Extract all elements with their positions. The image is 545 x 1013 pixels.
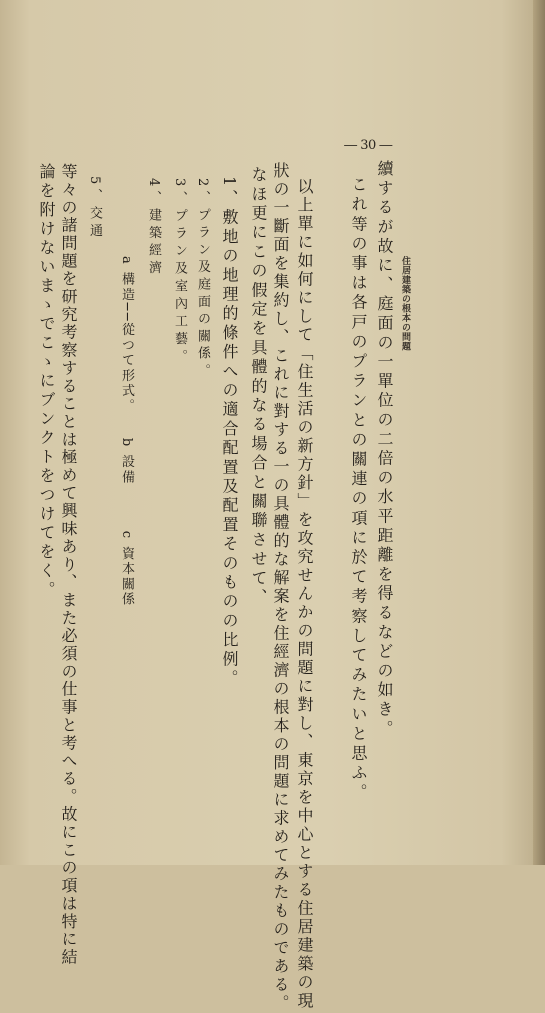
list-item-5: 5、交通	[87, 176, 102, 242]
list-item-4: 4、建築經濟	[146, 178, 161, 279]
body-line-5: なほ更にこの假定を具體的なる場合と關聯させて、	[249, 166, 268, 608]
page-number: ― 30 ―	[344, 138, 392, 153]
list-item-2: 2、プラン及庭面の關係。	[195, 178, 210, 381]
body-line-3: 以上單に如何にして「住生活の新方針」を攻究せんかの問題に對し、東京を中心とする住居建築の現	[295, 178, 314, 1011]
body-line-closing-2: 論を附けないまゝでこゝにブンクトをつけてをく。	[37, 163, 56, 600]
body-line-2: これ等の事は各戸のプランとの關連の項に於て考察してみたいと思ふ。	[349, 176, 368, 804]
list-item-4-sub: a 構造──從つて形式。 b 設備 c 資本關係	[119, 256, 134, 608]
page-spine-edge	[533, 0, 545, 865]
body-line-closing-1: 等々の諸問題を研究考察することは極めて興味あり、また必須の仕事と考へる。故にこの項は特に結	[59, 163, 78, 967]
list-item-1: 1、敷地の地理的條件への適合配置及配置そのものの比例。	[220, 176, 239, 689]
body-line-1: 續するが故に、庭面の一單位の二倍の水平距離を得るなどの如き。	[375, 160, 394, 739]
body-line-4: 狀の一斷面を集約し、これに對する一の具體的な解案を住經濟の根本の問題に求めてみたものである。	[271, 162, 290, 1013]
list-item-3: 3、プラン及室內工藝。	[172, 178, 187, 367]
running-head: 住居建築の根本の問題	[400, 256, 410, 351]
